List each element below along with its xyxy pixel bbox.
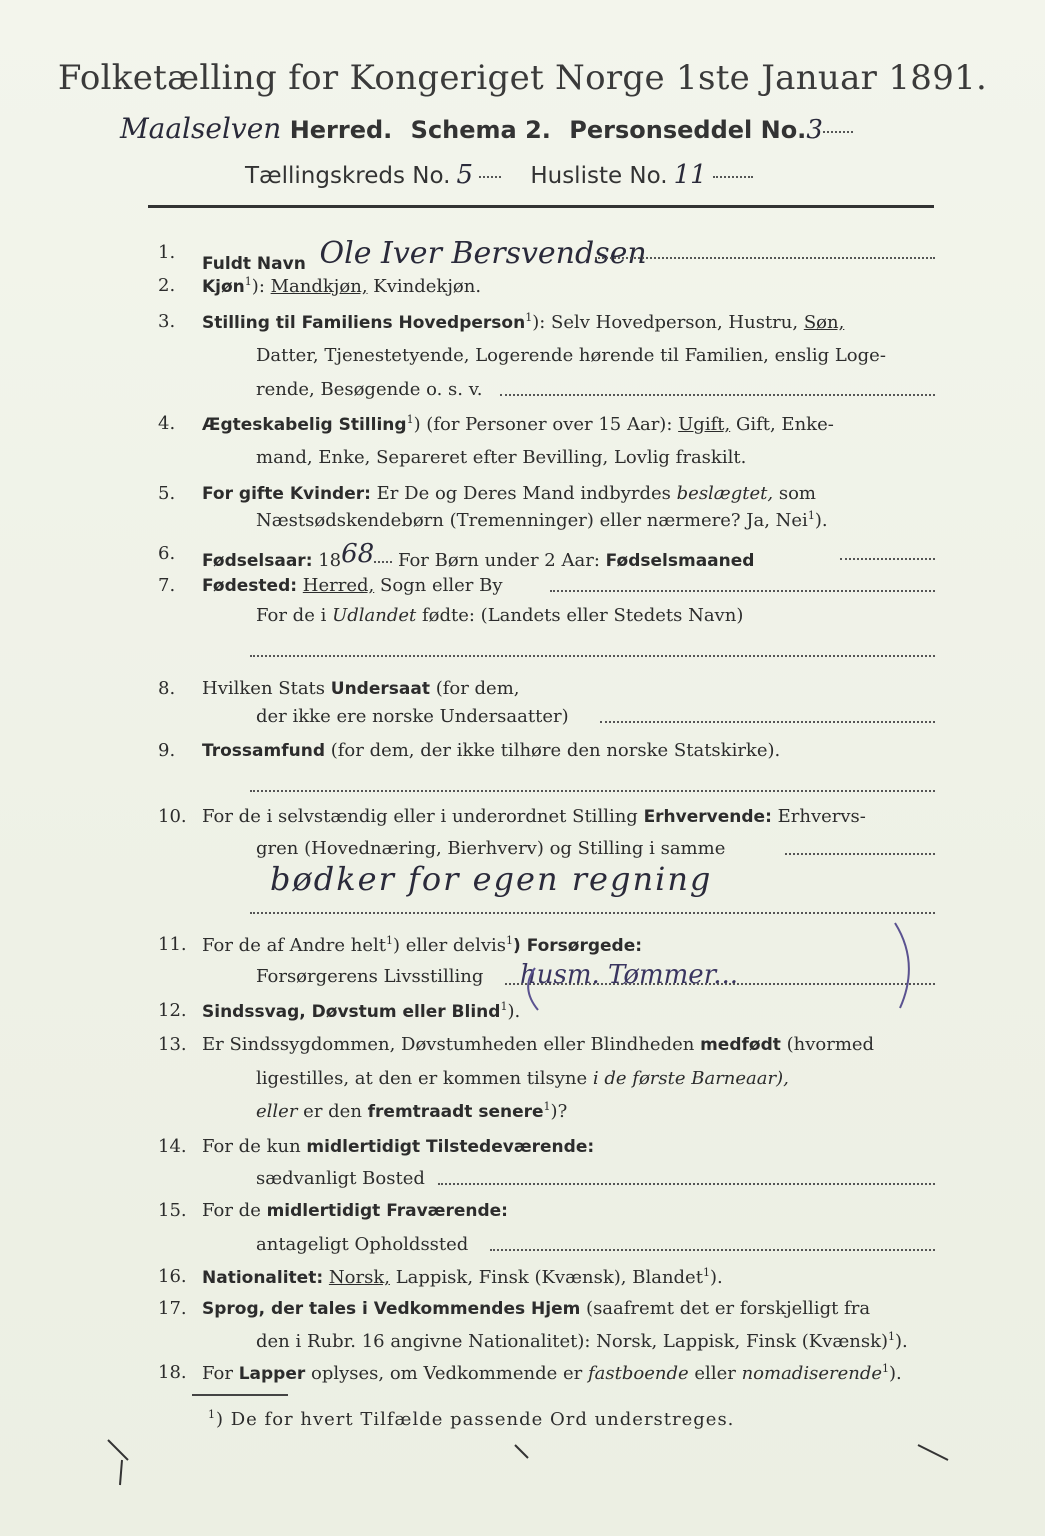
field-8-text: Hvilken Stats: [202, 678, 326, 699]
field-4-text: ) (for Personer over 15 Aar):: [413, 414, 673, 435]
dotted-line: [479, 175, 501, 178]
field-13-text-2: ligestilles, at den er kommen tilsyne: [256, 1068, 588, 1089]
field-16-content: Nationalitet: Norsk, Lappisk, Finsk (Kvænsk), Blandet$^1$).: [202, 1266, 723, 1288]
field-14-content: [202, 1136, 594, 1157]
field-4-content: [202, 413, 834, 435]
field-5-text: Er De og Deres Mand indbyrdes: [376, 483, 671, 504]
field-14-text: For de kun: [202, 1136, 301, 1157]
dotted-line: [785, 852, 935, 855]
husliste-value: 11: [673, 160, 707, 190]
field-18-italic-1: fastboende: [588, 1363, 689, 1384]
field-11-text-b: ) eller delvis: [393, 935, 506, 956]
field-11-text-2: Forsørgerens Livsstilling: [256, 966, 484, 987]
option-son: Søn,: [803, 312, 845, 333]
dotted-line: [250, 912, 935, 914]
field-10-text: For de i selvstændig eller i underordnet Stilling: [202, 806, 638, 827]
field-7-content: [202, 575, 503, 596]
field-18-text: For: [202, 1363, 233, 1384]
footnote-marker: 1: [506, 934, 513, 947]
field-3-label: Stilling til Familiens Hovedperson: [202, 313, 526, 333]
dotted-line: [490, 1248, 935, 1251]
husliste-label: Husliste No.: [530, 163, 668, 189]
form-title: Folketælling for Kongeriget Norge 1ste Januar 1891.: [57, 58, 988, 98]
birth-year-value: 68: [341, 539, 375, 569]
field-18-italic-2: nomadiserende: [741, 1363, 883, 1384]
footnote-divider: [192, 1394, 288, 1396]
dotted-line: [823, 130, 853, 133]
center-mark: [510, 1440, 540, 1470]
field-18-content: For Lapper oplyses, om Vedkommende er fastboende eller nomadiserende$^1$).: [202, 1362, 902, 1384]
field-5-content: [202, 483, 816, 504]
footnote-marker: 1: [807, 509, 815, 522]
field-10-label: Erhvervende:: [643, 807, 772, 827]
dotted-line: [840, 557, 935, 560]
field-5-italic: beslægtet,: [676, 483, 774, 504]
field-17-line2-content: den i Rubr. 16 angivne Nationalitet): Norsk, Lappisk, Finsk (Kvænsk)$^1$).: [256, 1330, 908, 1352]
personseddel-label: Personseddel No.: [569, 116, 807, 144]
field-13-text: Er Sindssygdommen, Døvstumheden eller Blindheden: [202, 1034, 695, 1055]
field-7-text-2a: For de i: [256, 605, 327, 626]
field-5-line2-content: Næstsødskendebørn (Tremenninger) eller nærmere? Ja, Nei$^1$).: [256, 509, 828, 531]
field-13-text-3: er den: [303, 1101, 362, 1122]
corner-mark: [100, 1430, 140, 1490]
provider-occupation-value: husm. Tømmer...: [520, 960, 739, 990]
herred-line: [120, 112, 853, 145]
footnote: [208, 1408, 734, 1430]
field-5-label: For gifte Kvinder:: [202, 484, 371, 504]
field-10-text-2: gren (Hovednæring, Bierhverv) og Stilling i samme: [256, 838, 726, 859]
personseddel-value: 3: [806, 115, 823, 145]
field-8-label: Undersaat: [330, 679, 430, 699]
footnote-marker: 1: [386, 934, 394, 947]
field-16-text: Lappisk, Finsk (Kvænsk), Blandet: [395, 1267, 703, 1288]
field-number: 7.: [158, 575, 176, 596]
field-2-text: ):: [251, 276, 265, 297]
birth-year-prefix: 18: [318, 550, 342, 571]
field-17-text: (saafremt det er forskjelligt fra: [586, 1298, 871, 1319]
field-1-label: Fuldt Navn: [202, 254, 306, 274]
field-13-italic: i de første Barneaar),: [592, 1068, 789, 1089]
dotted-line: [500, 393, 935, 396]
occupation-value: bødker for egen regning: [270, 860, 713, 898]
field-3-text-2: Datter, Tjenestetyende, Logerende hørende til Familien, enslig Loge-: [256, 345, 886, 366]
field-9-label: Trossamfund: [202, 741, 325, 761]
corner-mark: [910, 1440, 960, 1470]
dotted-line: [550, 589, 935, 592]
field-7-text-2b: fødte: (Landets eller Stedets Navn): [421, 605, 744, 626]
field-14-text-2: sædvanligt Bosted: [256, 1168, 425, 1189]
field-3-text: ): Selv Hovedperson, Hustru,: [532, 312, 799, 333]
field-4-label: Ægteskabelig Stilling: [202, 415, 407, 435]
field-2-label: Kjøn: [202, 277, 245, 297]
field-1-content: [202, 236, 647, 277]
field-12-content: [202, 1000, 520, 1022]
field-13-line2-content: [256, 1068, 789, 1089]
field-9-text: (for dem, der ikke tilhøre den norske Statskirke).: [330, 740, 781, 761]
field-number: 5.: [158, 483, 176, 504]
field-13-italic-2: eller: [256, 1101, 298, 1122]
herred-value: Maalselven: [120, 112, 282, 145]
field-13-end: )?: [550, 1101, 568, 1122]
footnote-marker: 1: [208, 1408, 216, 1421]
field-13-content: [202, 1034, 874, 1055]
field-number: 4.: [158, 413, 176, 434]
field-number: 10.: [158, 806, 187, 827]
herred-label: Herred.: [289, 116, 393, 144]
dotted-line: [595, 256, 935, 259]
field-number: 2.: [158, 275, 176, 296]
dotted-line: [438, 1182, 935, 1185]
field-17-label: Sprog, der tales i Vedkommendes Hjem: [202, 1299, 581, 1319]
field-11-text: For de af Andre helt: [202, 935, 387, 956]
field-8-text-b: (for dem,: [435, 678, 520, 699]
field-number: 9.: [158, 740, 176, 761]
field-9-content: [202, 740, 780, 761]
dotted-line: [600, 720, 935, 723]
field-4-text-2: mand, Enke, Separeret efter Bevilling, Lovlig fraskilt.: [256, 447, 747, 468]
field-7-line2-content: [256, 605, 743, 626]
footnote-marker: 1: [888, 1330, 896, 1343]
field-15-label: midlertidigt Fraværende:: [266, 1201, 508, 1221]
field-13-text-b: (hvormed: [786, 1034, 875, 1055]
dotted-line: [374, 560, 392, 563]
field-10-text-b: Erhvervs-: [777, 806, 866, 827]
footnote-marker: 1: [500, 1000, 508, 1013]
field-number: 6.: [158, 543, 176, 564]
field-13-label-2: fremtraadt senere: [367, 1102, 544, 1122]
field-3-content: [202, 311, 844, 333]
option-herred: Herred,: [302, 575, 375, 596]
field-number: 13.: [158, 1034, 187, 1055]
pencil-bracket-mark: [500, 918, 920, 1018]
field-18-text-c: eller: [694, 1363, 736, 1384]
field-number: 8.: [158, 678, 176, 699]
field-12-end: ).: [507, 1001, 521, 1022]
dotted-line: [250, 790, 935, 792]
field-10-content: [202, 806, 866, 827]
option-kvindekjon: Kvindekjøn.: [373, 276, 482, 297]
field-number: 12.: [158, 1000, 187, 1021]
field-number: 3.: [158, 311, 176, 332]
field-18-text-b: oplyses, om Vedkommende er: [310, 1363, 583, 1384]
taellingskreds-line: [245, 160, 753, 190]
field-17-content: [202, 1298, 870, 1319]
dotted-line: [713, 175, 753, 178]
field-6-text: For Børn under 2 Aar:: [397, 550, 600, 571]
field-11-label: ) Forsørgede:: [513, 936, 643, 956]
field-7-italic: Udlandet: [332, 605, 417, 626]
field-18-label: Lapper: [238, 1364, 306, 1384]
field-15-text-2: antageligt Opholdssted: [256, 1234, 469, 1255]
field-number: 15.: [158, 1200, 187, 1221]
field-8-text-2: der ikke ere norske Undersaatter): [256, 706, 569, 727]
field-5-text-2: Næstsødskendebørn (Tremenninger) eller nærmere? Ja, Nei: [256, 510, 808, 531]
field-6-content: [202, 539, 755, 573]
field-14-label: midlertidigt Tilstedeværende:: [306, 1137, 595, 1157]
header-divider: [148, 205, 934, 208]
field-17-text-2: den i Rubr. 16 angivne Nationalitet): Norsk, Lappisk, Finsk (Kvænsk): [256, 1331, 889, 1352]
option-ugift: Ugift,: [678, 414, 731, 435]
field-16-label: Nationalitet:: [202, 1268, 324, 1288]
footnote-marker: 1: [406, 413, 414, 426]
footnote-marker: 1: [882, 1362, 890, 1375]
full-name-value: Ole Iver Bersvendsen: [319, 236, 647, 271]
footnote-text: ) De for hvert Tilfælde passende Ord understreges.: [216, 1409, 735, 1430]
field-13-label: medfødt: [700, 1035, 781, 1055]
field-3-text-3: rende, Besøgende o. s. v.: [256, 379, 483, 400]
field-5-text-b: som: [778, 483, 816, 504]
taellingskreds-label: Tællingskreds No.: [245, 163, 451, 189]
field-6-label: Fødselsaar:: [202, 551, 313, 571]
field-12-label: Sindssvag, Døvstum eller Blind: [202, 1002, 501, 1022]
field-4-text-b: Gift, Enke-: [735, 414, 834, 435]
field-15-content: [202, 1200, 508, 1221]
option-norsk: Norsk,: [328, 1267, 390, 1288]
field-8-content: [202, 678, 520, 699]
schema-label: Schema 2.: [410, 116, 551, 144]
option-mandkjon: Mandkjøn,: [270, 276, 368, 297]
field-7-text: Sogn eller By: [379, 575, 503, 596]
field-number: 18.: [158, 1362, 187, 1383]
field-2-content: [202, 275, 481, 297]
field-number: 1.: [158, 242, 176, 263]
field-number: 14.: [158, 1136, 187, 1157]
footnote-marker: 1: [702, 1266, 710, 1279]
footnote-marker: 1: [244, 275, 252, 288]
dotted-line: [250, 655, 935, 657]
field-15-text: For de: [202, 1200, 261, 1221]
field-number: 16.: [158, 1266, 187, 1287]
field-number: 11.: [158, 934, 187, 955]
taellingskreds-value: 5: [456, 160, 474, 190]
footnote-marker: 1: [525, 311, 533, 324]
field-number: 17.: [158, 1298, 187, 1319]
footnote-marker: 1: [543, 1100, 551, 1113]
field-7-label: Fødested:: [202, 576, 298, 596]
field-13-line3-content: [256, 1100, 567, 1122]
field-6-label-2: Fødselsmaaned: [605, 551, 755, 571]
